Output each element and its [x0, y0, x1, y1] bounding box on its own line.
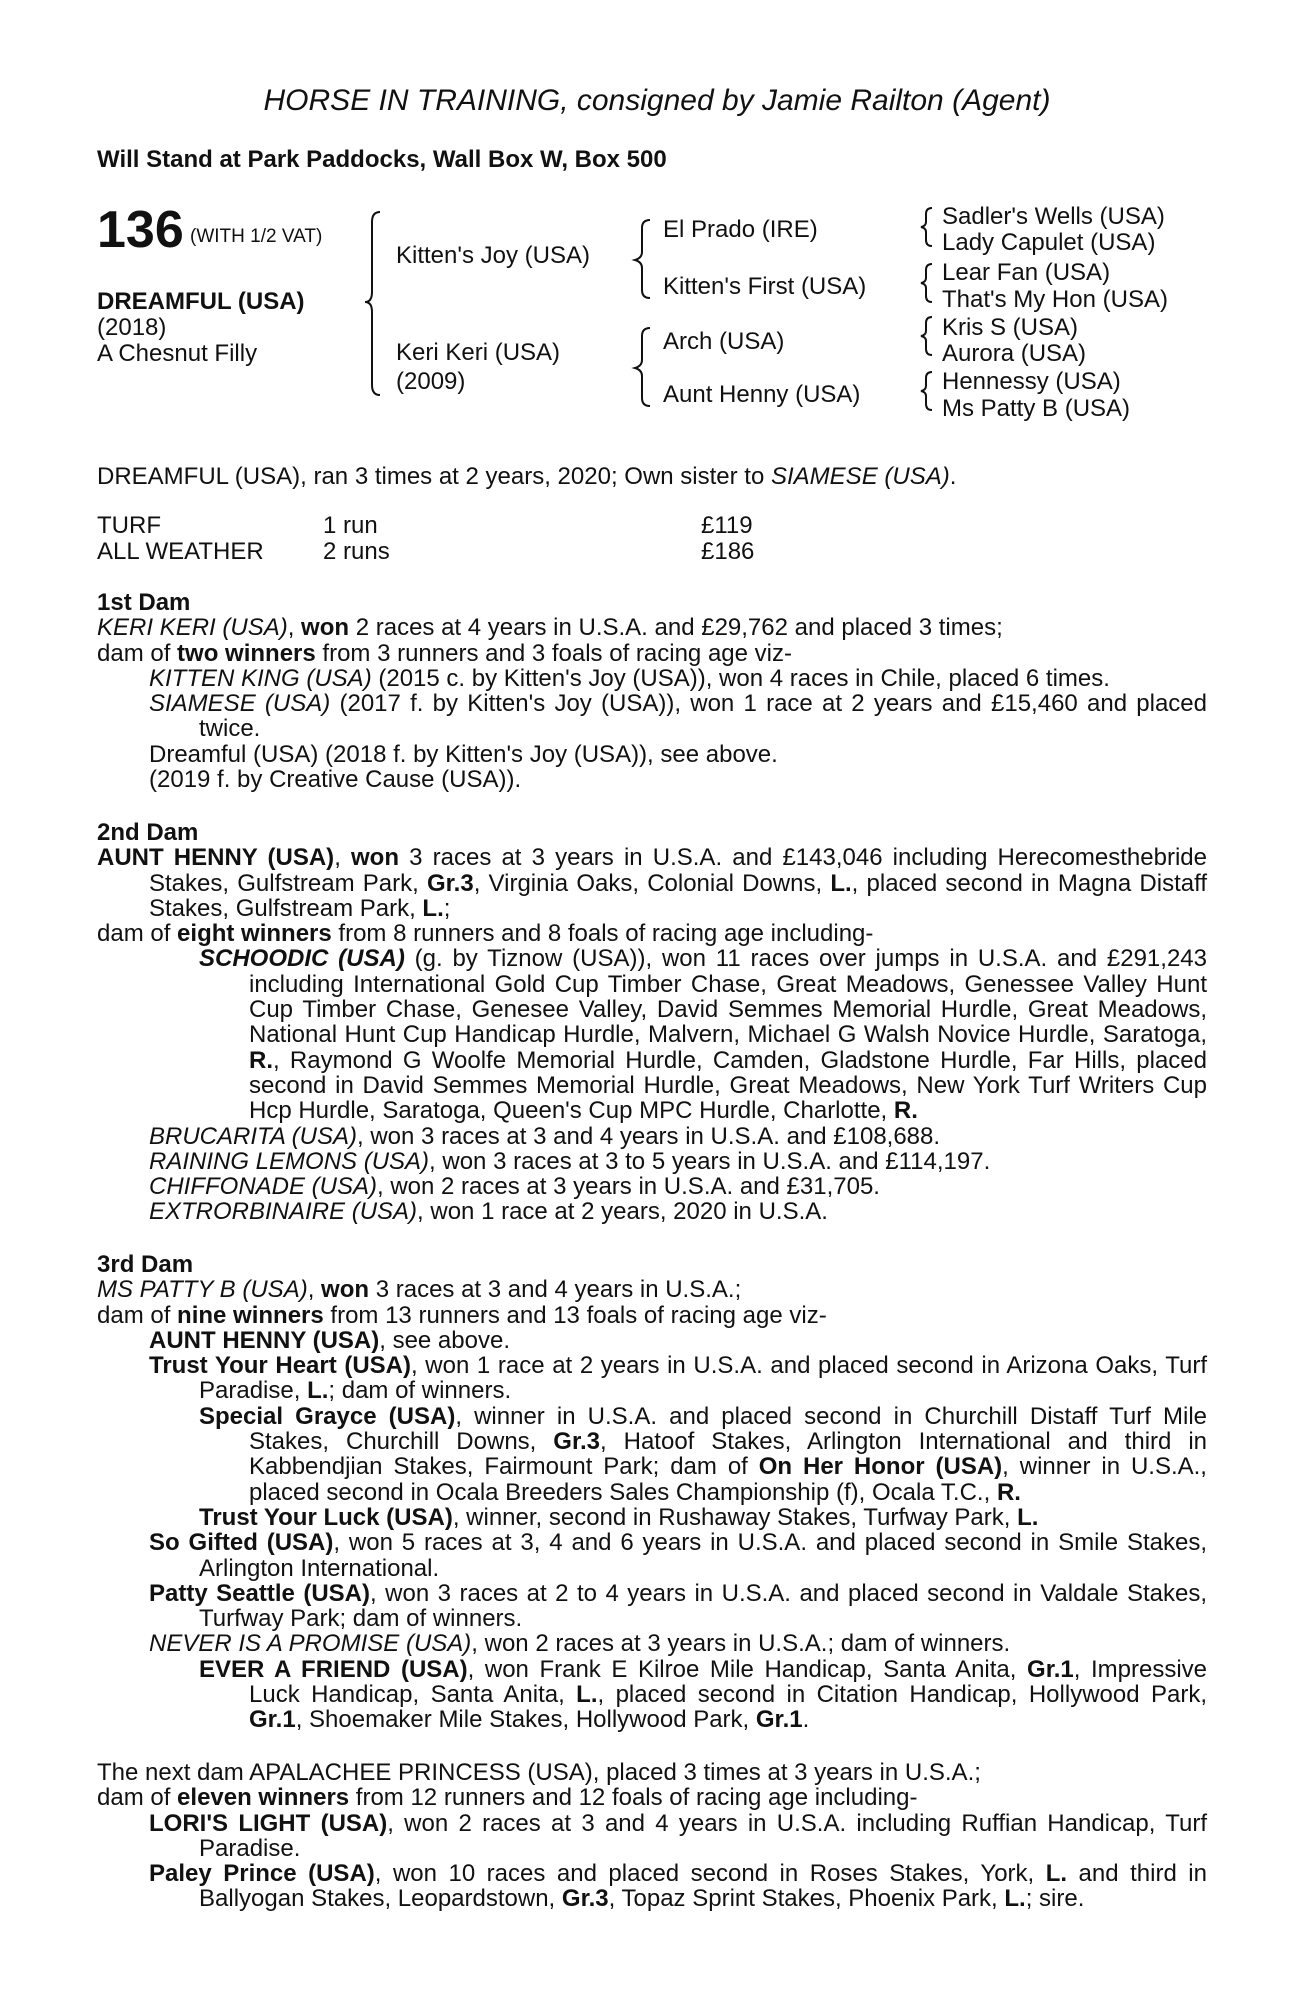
race-record — [97, 513, 754, 565]
pedigree-dam-sire: Arch (USA) — [663, 328, 785, 355]
progeny-entry: Dreamful (USA) (2018 f. by Kitten's Joy (USA)), see above. — [149, 740, 778, 768]
first-dam-section: 1st Dam KERI KERI (USA), won 2 races at 4 years in U.S.A. and £29,762 and placed 3 times; dam of two winners from 3 runners and 3 foals of racing age viz- KITTEN KING (USA) (2015 c. by Kitten's Joy (USA)), won 4 races in Chile, placed 6 times. SIAMESE (USA) (2017 f. by Kitten's Joy (USA)), won 1 race at 2 years and £15,460 and placed twice. Dreamful (USA) (2018 f. by Kitten's Joy (USA)), see above. (2019 f. by Creative Cause (USA)). — [97, 589, 1207, 794]
sister-name: SIAMESE (USA) — [771, 463, 950, 490]
second-dam-section: 2nd Dam AUNT HENNY (USA), won 3 races at 3 years in U.S.A. and £143,046 including Herecomesthebride Stakes, Gulfstream Park, Gr.3, Virginia Oaks, Colonial Downs, L., placed second in Magna Distaff Stakes, Gulfstream Park, L.; dam of eight winners from 8 runners and 8 foals of racing age including- SCHOODIC (USA) (g. by Tiznow (USA)), won 11 races over jumps in U.S.A. and £291,243 including International Gold Cup Timber Chase, Great Meadows, Genessee Valley Hunt Cup Timber Chase, Genesee Valley, David Semmes Memorial Hurdle, Great Meadows, National Hunt Cup Handicap Hurdle, Malvern, Michael G Walsh Novice Hurdle, Saratoga, R., Raymond G Woolfe Memorial Hurdle, Camden, Gladstone Hurdle, Far Hills, placed second in David Semmes Memorial Hurdle, Great Meadows, New York Turf Writers Cup Hcp Hurdle, Saratoga, Queen's Cup MPC Hurdle, Charlotte, R. BRUCARITA (USA), won 3 races at 3 and 4 years in U.S.A. and £108,688. RAINING LEMONS (USA), won 3 races at 3 to 5 years in U.S.A. and £114,197. CHIFFONADE (USA), won 2 races at 3 years in U.S.A. and £31,705. EXTRORBINAIRE (USA), won 1 race at 2 years, 2020 in U.S.A. — [97, 819, 1208, 1226]
next-dam-section: The next dam APALACHEE PRINCESS (USA), placed 3 times at 3 years in U.S.A.; dam of eleven winners from 12 runners and 12 foals of racing age including- LORI'S LIGHT (USA), won 2 races at 3 and 4 years in U.S.A. including Ruffian Handicap, Turf Paradise. Paley Prince (USA), won 10 races and placed second in Roses Stakes, York, L. and third in Ballyogan Stakes, Leopardstown, Gr.3, Topaz Sprint Stakes, Phoenix Park, L.; sire. — [97, 1759, 1207, 1913]
summary-line: DREAMFUL (USA), ran 3 times at 2 years, 2020; Own sister to SIAMESE (USA). — [97, 463, 957, 490]
progeny-entry: (2019 f. by Creative Cause (USA)). — [149, 766, 522, 794]
progeny-entry: NEVER IS A PROMISE (USA), won 2 races at 3 years in U.S.A.; dam of winners. — [149, 1630, 1011, 1658]
pedigree-ds-sire: Kris S (USA) — [942, 314, 1079, 341]
progeny-entry: SCHOODIC (USA) (g. by Tiznow (USA)), won 11 races over jumps in U.S.A. and £291,243 including International Gold Cup Timber Chase, Great Meadows, Genessee Valley Hunt Cup Timber Chase, Genesee Valley, David Semmes Memorial Hurdle, Great Meadows, National Hunt Cup Handicap Hurdle, Malvern, Michael G Walsh Novice Hurdle, Saratoga, R., Raymond G Woolfe Memorial Hurdle, Camden, Gladstone Hurdle, Far Hills, placed second in David Semmes Memorial Hurdle, Great Meadows, New York Turf Writers Cup Hcp Hurdle, Saratoga, Queen's Cup MPC Hurdle, Charlotte, R. — [199, 945, 1207, 1125]
horse-year: (2018) — [97, 314, 167, 341]
race-record-row: TURF 1 run £119 — [97, 512, 753, 539]
progeny-entry: Paley Prince (USA), won 10 races and placed second in Roses Stakes, York, L. and third in Ballyogan Stakes, Leopardstown, Gr.3, Topaz Sprint Stakes, Phoenix Park, L.; sire. — [149, 1860, 1207, 1913]
pedigree-sire-dam: Kitten's First (USA) — [663, 273, 867, 300]
progeny-entry: LORI'S LIGHT (USA), won 2 races at 3 and 4 years in U.S.A. including Ruffian Handicap, Turf Paradise. — [149, 1809, 1207, 1862]
progeny-entry: BRUCARITA (USA), won 3 races at 3 and 4 years in U.S.A. and £108,688. — [149, 1122, 941, 1150]
progeny-entry: So Gifted (USA), won 5 races at 3, 4 and 6 years in U.S.A. and placed second in Smile Stakes, Arlington International. — [149, 1529, 1207, 1582]
pedigree-ss-sire: Sadler's Wells (USA) — [942, 203, 1165, 230]
progeny-entry: EVER A FRIEND (USA), won Frank E Kilroe Mile Handicap, Santa Anita, Gr.1, Impressive Luck Handicap, Santa Anita, L., placed second in Citation Handicap, Hollywood Park, Gr.1, Shoemaker Mile Stakes, Hollywood Park, Gr.1. — [199, 1655, 1208, 1734]
progeny-entry: Trust Your Heart (USA), won 1 race at 2 years in U.S.A. and placed second in Arizona Oaks, Turf Paradise, L.; dam of winners. — [149, 1352, 1207, 1405]
progeny-entry: AUNT HENNY (USA), see above. — [149, 1326, 510, 1354]
section-heading: 2nd Dam — [97, 819, 199, 846]
horse-name: DREAMFUL (USA) — [97, 288, 305, 315]
pedigree-dam-year: (2009) — [396, 368, 466, 395]
progeny-entry: KITTEN KING (USA) (2015 c. by Kitten's Joy (USA)), won 4 races in Chile, placed 6 times. — [149, 664, 1110, 692]
pedigree-sd-sire: Lear Fan (USA) — [942, 259, 1111, 286]
progeny-entry: RAINING LEMONS (USA), won 3 races at 3 to 5 years in U.S.A. and £114,197. — [149, 1147, 991, 1175]
horse-description: A Chesnut Filly — [97, 340, 258, 367]
section-heading: 3rd Dam — [97, 1251, 194, 1278]
race-record-row: ALL WEATHER 2 runs £186 — [97, 538, 755, 565]
pedigree-ss-dam: Lady Capulet (USA) — [942, 229, 1156, 256]
pedigree-sd-dam: That's My Hon (USA) — [942, 286, 1168, 313]
progeny-entry: Patty Seattle (USA), won 3 races at 2 to 4 years in U.S.A. and placed second in Valdale Stakes, Turfway Park; dam of winners. — [149, 1579, 1207, 1633]
pedigree-sire: Kitten's Joy (USA) — [396, 242, 590, 269]
page-title: HORSE IN TRAINING, consigned by Jamie Railton (Agent) — [263, 84, 1051, 117]
pedigree-dd-sire: Hennessy (USA) — [942, 368, 1121, 395]
lot-number: 136 — [97, 201, 184, 259]
pedigree-brace-dam — [630, 318, 656, 418]
pedigree-dam-dam: Aunt Henny (USA) — [663, 381, 861, 408]
pedigree-brace-sire — [630, 210, 656, 310]
progeny-entry: Trust Your Luck (USA), winner, second in Rushaway Stakes, Turfway Park, L. — [199, 1503, 1039, 1531]
pedigree-sire-sire: El Prado (IRE) — [663, 216, 818, 243]
progeny-entry: SIAMESE (USA) (2017 f. by Kitten's Joy (USA)), won 1 race at 2 years and £15,460 and placed twice. — [149, 690, 1207, 743]
pedigree-braces-gen3 — [918, 204, 938, 424]
dam-entry: AUNT HENNY (USA), won 3 races at 3 years in U.S.A. and £143,046 including Herecomesthebride Stakes, Gulfstream Park, Gr.3, Virginia Oaks, Colonial Downs, L., placed second in Magna Distaff Stakes, Gulfstream Park, L.; — [97, 844, 1208, 922]
progeny-entry: Special Grayce (USA), winner in U.S.A. and placed second in Churchill Distaff Turf Mile Stakes, Churchill Downs, Gr.3, Hatoof Stakes, Arlington International and third in Kabbendjian Stakes, Fairmount Park; dam of On Her Honor (USA), winner in U.S.A., placed second in Ocala Breeders Sales Championship (f), Ocala T.C., R. — [199, 1402, 1207, 1506]
section-heading: 1st Dam — [97, 589, 191, 616]
progeny-entry: CHIFFONADE (USA), won 2 races at 3 years in U.S.A. and £31,705. — [149, 1173, 880, 1201]
third-dam-section: 3rd Dam MS PATTY B (USA), won 3 races at 3 and 4 years in U.S.A.; dam of nine winners from 13 runners and 13 foals of racing age viz- AUNT HENNY (USA), see above. Trust Your Heart (USA), won 1 race at 2 years in U.S.A. and placed second in Arizona Oaks, Turf Paradise, L.; dam of winners. Special Grayce (USA), winner in U.S.A. and placed second in Churchill Distaff Turf Mile Stakes, Churchill Downs, Gr.3, Hatoof Stakes, Arlington International and third in Kabbendjian Stakes, Fairmount Park; dam of On Her Honor (USA), winner in U.S.A., placed second in Ocala Breeders Sales Championship (f), Ocala T.C., R. Trust Your Luck (USA), winner, second in Rushaway Stakes, Turfway Park, L. So Gifted (USA), won 5 races at 3, 4 and 6 years in U.S.A. and placed second in Smile Stakes, Arlington International. Patty Seattle (USA), won 3 races at 2 to 4 years in U.S.A. and placed second in Valdale Stakes, Turfway Park; dam of winners. NEVER IS A PROMISE (USA), won 2 races at 3 years in U.S.A.; dam of winners. EVER A FRIEND (USA), won Frank E Kilroe Mile Handicap, Santa Anita, Gr.1, Impressive Luck Handicap, Santa Anita, L., placed second in Citation Handicap, Hollywood Park, Gr.1, Shoemaker Mile Stakes, Hollywood Park, Gr.1. — [97, 1251, 1208, 1734]
pedigree-ds-dam: Aurora (USA) — [942, 340, 1087, 367]
pedigree-brace-main — [360, 200, 390, 400]
lot-vat: (WITH 1/2 VAT) — [190, 226, 323, 247]
pedigree-dam: Keri Keri (USA) — [396, 339, 561, 366]
pedigree-dd-dam: Ms Patty B (USA) — [942, 395, 1131, 422]
progeny-entry: EXTRORBINAIRE (USA), won 1 race at 2 years, 2020 in U.S.A. — [149, 1198, 828, 1226]
stand-location: Will Stand at Park Paddocks, Wall Box W, Box 500 — [97, 146, 667, 173]
